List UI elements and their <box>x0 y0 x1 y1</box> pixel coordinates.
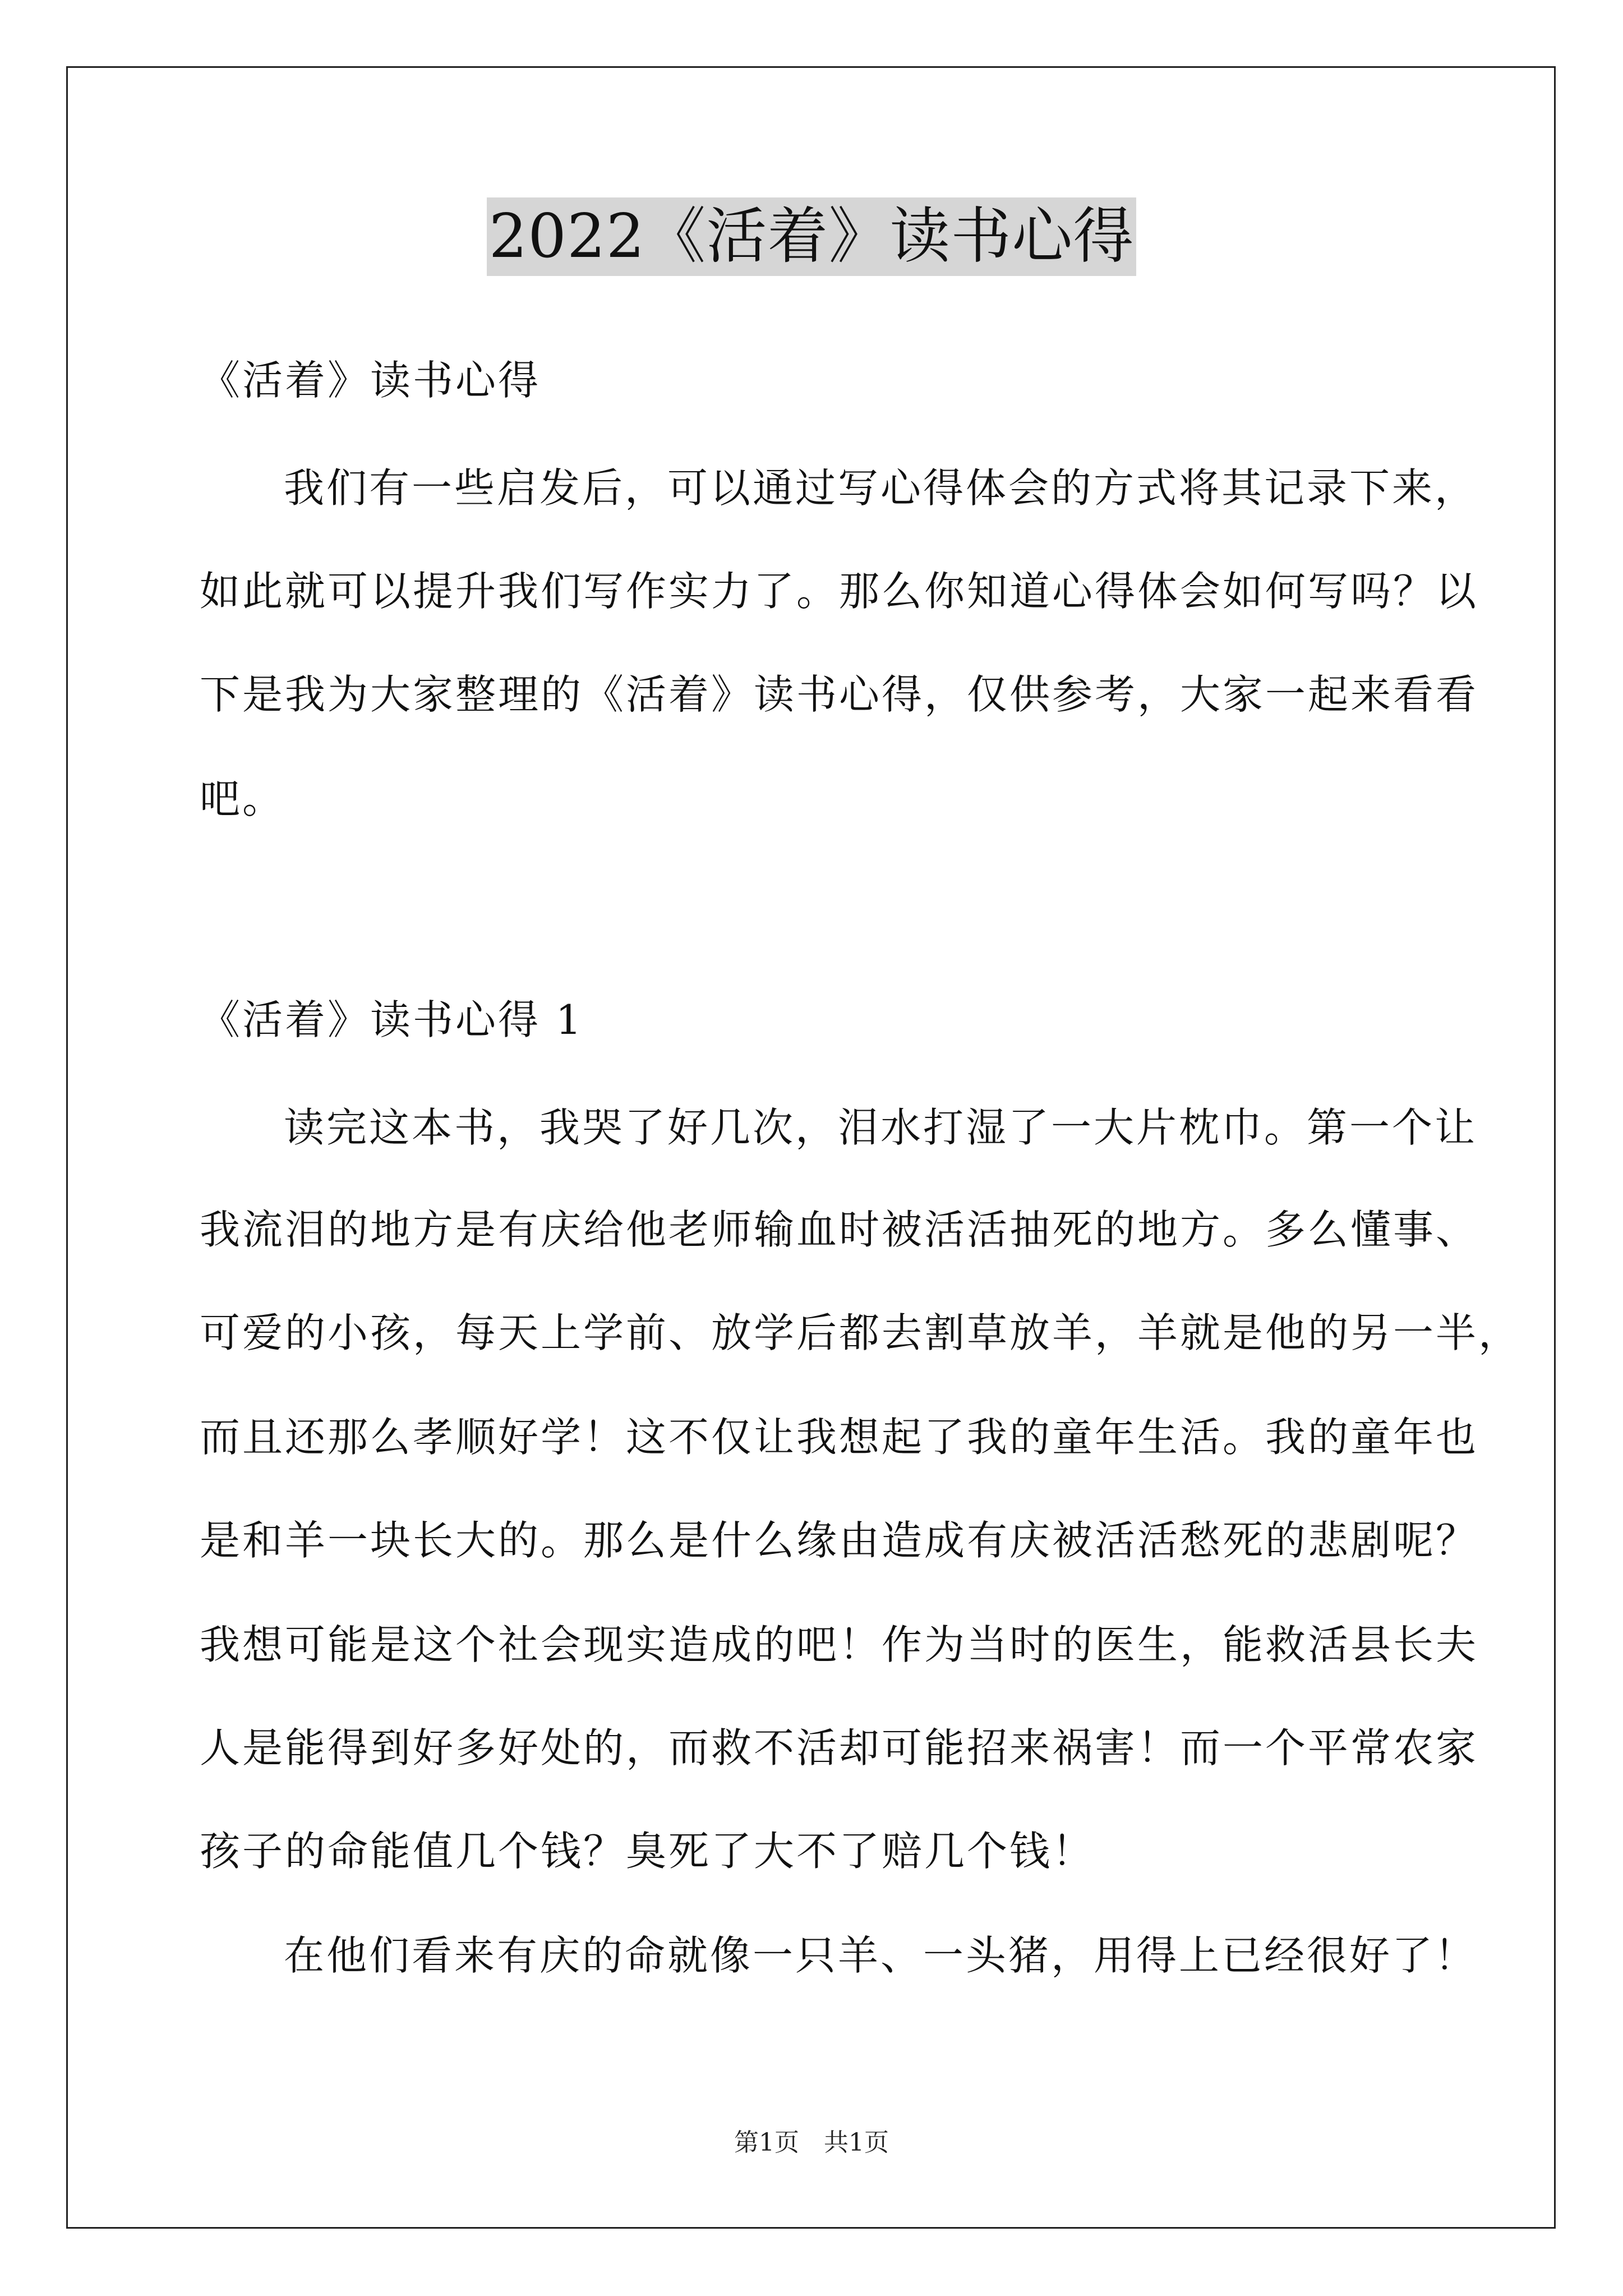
intro-line: 我们有一些启发后，可以通过写心得体会的方式将其记录下来， <box>284 464 1478 512</box>
section-line: 我流泪的地方是有庆给他老师输血时被活活抽死的地方。多么懂事、 <box>200 1206 1479 1253</box>
section-line: 在他们看来有庆的命就像一只羊、一头猪，用得上已经很好了！ <box>284 1932 1478 1979</box>
section-heading: 《活着》读书心得 1 <box>200 996 584 1043</box>
subtitle: 《活着》读书心得 <box>200 357 541 404</box>
intro-line: 下是我为大家整理的《活着》读书心得，仅供参考，大家一起来看看 <box>200 671 1479 718</box>
section-line: 是和羊一块长大的。那么是什么缘由造成有庆被活活愁死的悲剧呢？ <box>200 1517 1479 1564</box>
intro-line: 吧。 <box>200 775 285 822</box>
page-footer: 第1页 共1页 <box>734 2128 889 2157</box>
section-line: 我想可能是这个社会现实造成的吧！作为当时的医生，能救活县长夫 <box>200 1621 1479 1668</box>
section-line: 孩子的命能值几个钱？臭死了大不了赔几个钱！ <box>200 1828 1095 1875</box>
section-line: 读完这本书，我哭了好几次，泪水打湿了一大片枕巾。第一个让 <box>284 1104 1478 1151</box>
title-wrap <box>0 197 1623 276</box>
document-title: 2022《活着》读书心得 <box>487 197 1137 276</box>
section-line: 而且还那么孝顺好学！这不仅让我想起了我的童年生活。我的童年也 <box>200 1414 1479 1461</box>
intro-line: 如此就可以提升我们写作实力了。那么你知道心得体会如何写吗？以 <box>200 568 1479 615</box>
section-line: 人是能得到好多好处的，而救不活却可能招来祸害！而一个平常农家 <box>200 1724 1479 1772</box>
section-line: 可爱的小孩，每天上学前、放学后都去割草放羊，羊就是他的另一半， <box>200 1309 1521 1356</box>
